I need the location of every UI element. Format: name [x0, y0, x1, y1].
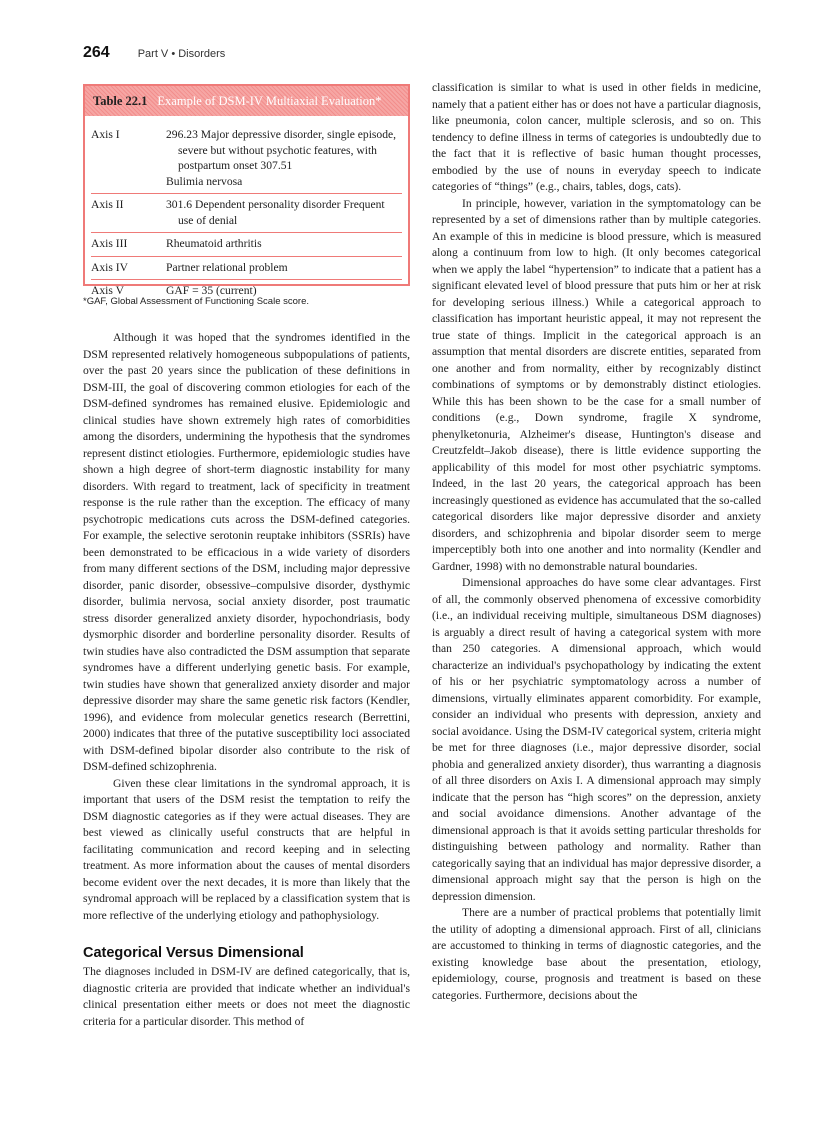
paragraph: In principle, however, variation in the symptomatology can be represented by a set of dimensions rather than by multiple categories. An example of this in medicine is blood pressure, which is measured along a continuum from low to high. (It only becomes categorical when we apply the label “hypertension” to indicate that a patient has a significant elevated level of blood pressure that puts him or her at risk for developing serious illness.) While a categorical approach to classification has important heuristic appeal, it may not represent the true state of things. Implicit in the categorical approach is an assumption that mental disorders are discrete entities, separated from one another and from normality, either by recognizably distinct combinations of symptoms or by demonstrably distinct etiologies. While this has been shown to be the case for a small number of conditions (e.g., Down syndrome, fragile X syndrome, phenylketonuria, Alzheimer's disease, Huntington's disease and Creutzfeldt–Jakob disease), there is little evidence supporting the applicability of this model for most other psychiatric symptoms. Indeed, in the last 20 years, the categorical approach has been increasingly questioned as evidence has accumulated that the so-called categorical disorders like major depressive disorder and anxiety disorders, and schizophrenia and bipolar disorder seem to merge imperceptibly both into one another and into normality (Kendler and Gardner, 1998) with no demonstrable natural boundaries.: [432, 196, 761, 573]
axis-label: Axis I: [91, 128, 120, 141]
table-caption: [85, 86, 408, 116]
table-row: [91, 233, 402, 257]
table-22-1: [83, 84, 410, 297]
paragraph: The diagnoses included in DSM-IV are defined categorically, that is, diagnostic criteria are provided that indicate whether an individual's clinical presentation either meets or does not meet the diagnostic criteria for a particular disorder. This method of: [83, 965, 410, 1028]
table-title: Example of DSM-IV Multiaxial Evaluation*: [157, 93, 382, 108]
table-row: [91, 194, 402, 233]
page-header: [83, 44, 225, 68]
table-number: Table 22.1: [93, 93, 148, 108]
paragraph: Dimensional approaches do have some clear advantages. First of all, the commonly observed phenomena of excessive comorbidity (i.e., an individual receiving multiple, simultaneous DSM diagnoses) is arguably a direct result of having a categorical system with more than 250 categories. A dimensional approach, which would characterize an individual's psychopathology by indicating the extent of his or her psychiatric symptomatology across a number of dimensions, virtually eliminates apparent comorbidity. For example, consider an individual who presents with depression, anxiety and social avoidance. Using the DSM-IV categorical system, criteria might be met for three diagnoses (i.e., major depressive disorder, social phobia and generalized anxiety disorder), thus warranting a diagnosis of all three disorders on Axis I. A dimensional approach may simply indicate that the person has “high scores” on the depression, anxiety and social avoidance dimensions. Another advantage of the dimensional approach is that it avoids setting particular thresholds for distinguishing between pathology and normality. Rather than categorically saying that an individual has major depressive disorder, a dimensional approach might say that the person is high on the depression dimension.: [432, 576, 761, 903]
table-row: [91, 257, 402, 281]
left-column: [83, 330, 410, 1030]
paragraph: Although it was hoped that the syndromes identified in the DSM represented relatively homogeneous subpopulations of patients, over the past 20 years since the publication of these definitions in DSM-III, the goal of discovering common etiologies for each of the DSM-defined syndromes has remained elusive. Epidemiologic and clinical studies have shown extremely high rates of comorbidities among the disorders, undermining the hypothesis that the syndromes represent distinct etiologies. Furthermore, epidemiologic studies have shown a high degree of short-term diagnostic instability for many disorders. With regard to treatment, lack of specificity in treatment response is the rule rather than the exception. The efficacy of many psychotropic medications cuts across the DSM-defined categories. For example, the selective serotonin reuptake inhibitors (SSRIs) have been demonstrated to be efficacious in a wide variety of disorders from many different sections of the DSM, including major depressive disorder, panic disorder, obsessive–compulsive disorder, dysthymic disorder, bulimia nervosa, social anxiety disorder, post traumatic stress disorder generalized anxiety disorder, hypochondriasis, body dysmorphic disorder and borderline personality disorder. Results of twin studies have also contradicted the DSM assumption that separate syndromes have a different underlying genetic basis. For example, twin studies have shown that generalized anxiety disorder and major depressive disorder may share the same genetic risk factors (Kendler, 1996), and evidence from molecular genetics research (Berrettini, 2000) indicates that three of the putative susceptibility loci associated with DSM-defined bipolar disorder also contribute to the risk of DSM-defined schizophrenia.: [83, 331, 410, 773]
paragraph: classification is similar to what is used in other fields in medicine, namely that a patient either has or does not have a particular diagnosis, like pneumonia, colon cancer, multiple sclerosis, and so on. This tendency to define illness in terms of categories is undoubtedly due to the fact that it is reflective of basic human thought processes, embodied by the use of nouns in everyday speech to indicate categories of “things” (e.g., chairs, tables, dogs, cats).: [432, 81, 761, 193]
axis-rows: [85, 116, 408, 303]
axis-entry: 296.23 Major depressive disorder, single episode, severe but without psychotic features, with postpartum onset 307.51: [166, 128, 397, 172]
axis-label: Axis IV: [91, 260, 129, 274]
paragraph: Given these clear limitations in the syndromal approach, it is important that users of the DSM resist the temptation to reify the DSM diagnostic categories as if they were actual diseases. They are best viewed as clinically useful constructs that are helpful in facilitating communication and record keeping and in selecting treatment. As more information about the causes of mental disorders become evident over the next decades, it is more than likely that the syndromal approach will be replaced by a classification system that is more reflective of the underlying etiology and pathophysiology.: [83, 776, 410, 922]
table-footnote: *GAF, Global Assessment of Functioning Scale score.: [83, 296, 309, 307]
axis-label: Axis III: [91, 237, 128, 250]
axis-entry: Rheumatoid arthritis: [166, 237, 262, 250]
axis-label: Axis II: [91, 198, 124, 211]
right-column: [432, 80, 761, 1004]
running-title: Part V • Disorders: [137, 48, 226, 60]
table-row: [91, 124, 402, 194]
axis-entry: GAF = 35 (current): [166, 284, 257, 297]
section-heading: Categorical Versus Dimensional: [83, 945, 304, 961]
axis-label: Axis V: [91, 284, 124, 297]
axis-entry: Partner relational problem: [166, 260, 288, 274]
page-number: 264: [83, 44, 110, 61]
axis-entry: Bulimia nervosa: [166, 174, 243, 188]
paragraph: There are a number of practical problems that potentially limit the utility of adopting a dimensional approach. First of all, clinicians are accustomed to thinking in terms of diagnostic categories, and the existing knowledge base about the presentation, etiology, epidemiology, course, prognosis and treatment is based on these categories. Furthermore, decisions about the: [432, 906, 761, 1002]
axis-entry: 301.6 Dependent personality disorder Frequent use of denial: [166, 198, 385, 227]
